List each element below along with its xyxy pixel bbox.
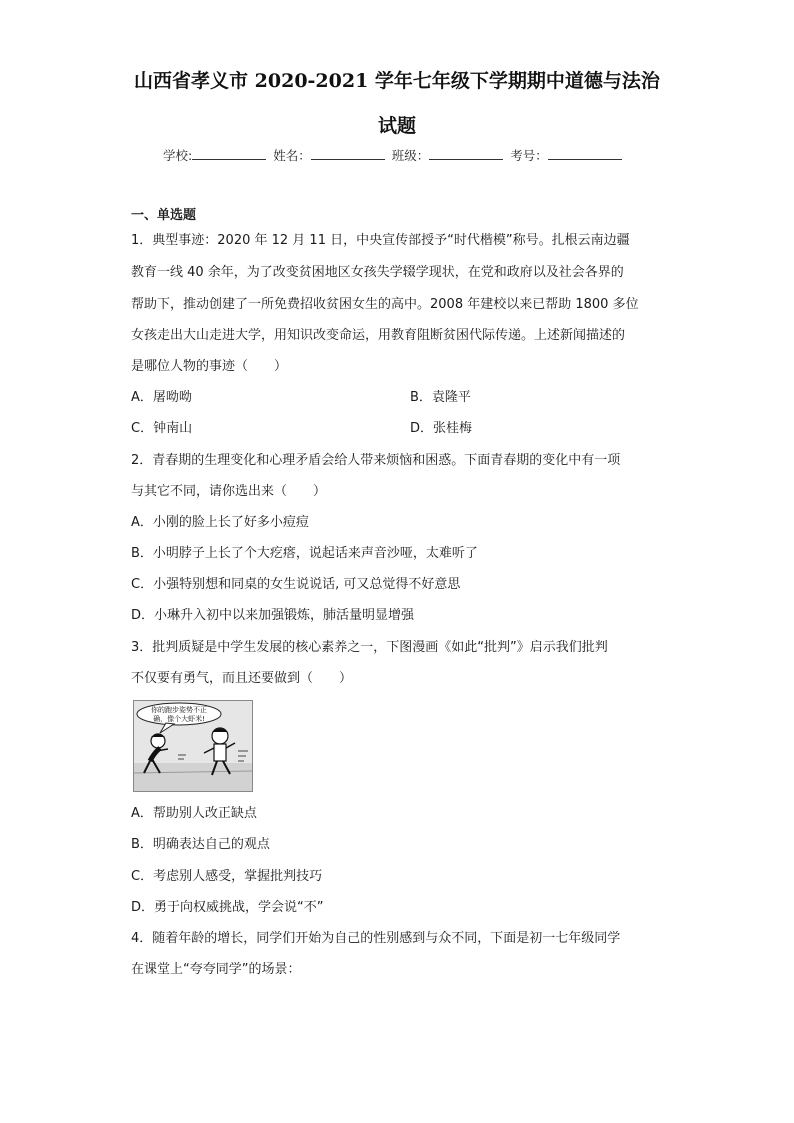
cartoon-illustration (134, 701, 252, 791)
q1-option-c: C．钟南山 (131, 421, 193, 436)
q4-line: 在课堂上“夸夸同学”的场景： (131, 962, 301, 977)
q3-option-a: A．帮助别人改正缺点 (131, 806, 257, 821)
q1-option-a: A．屠呦呦 (131, 390, 192, 405)
q2-line: 2．青春期的生理变化和心理矛盾会给人带来烦恼和困惑。下面青春期的变化中有一项 (131, 453, 621, 468)
q2-option-a: A．小刚的脸上长了好多小痘痘 (131, 515, 309, 530)
number-label: 考号： (510, 148, 548, 163)
q1-option-b: B．袁隆平 (410, 390, 471, 405)
school-label: 学校: (163, 148, 193, 163)
name-label: 姓名： (273, 148, 311, 163)
q1-line: 帮助下，推动创建了一所免费招收贫困女生的高中。2008 年建校以来已帮助 1800 多位 (131, 297, 639, 312)
q3-option-b: B．明确表达自己的观点 (131, 837, 270, 852)
q4-line: 4．随着年龄的增长，同学们开始为自己的性别感到与众不同，下面是初一七年级同学 (131, 931, 621, 946)
bubble-text-line1: 你的跑步姿势不正 (151, 706, 207, 714)
q1-line: 女孩走出大山走进大学，用知识改变命运，用教育阻断贫困代际传递。上述新闻描述的 (131, 328, 626, 343)
class-label: 班级： (391, 148, 430, 163)
q1-line: 是哪位人物的事迹（ ） (131, 359, 288, 374)
q3-option-c: C．考虑别人感受，掌握批判技巧 (131, 869, 323, 884)
bubble-text-line2: 确，像个大虾米! (153, 715, 205, 723)
q2-option-c: C．小强特别想和同桌的女生说说话, 可又总觉得不好意思 (131, 577, 461, 592)
q3-line: 3．批判质疑是中学生发展的核心素养之一，下图漫画《如此“批判”》启示我们批判 (131, 640, 608, 655)
exam-title-line1: 山西省孝义市 2020-2021 学年七年级下学期期中道德与法治 (134, 70, 660, 92)
q2-option-d: D．小琳升入初中以来加强锻炼，肺活量明显增强 (131, 608, 415, 623)
school-blank (192, 147, 266, 160)
q1-line: 教育一线 40 余年，为了改变贫困地区女孩失学辍学现状，在党和政府以及社会各界的 (131, 265, 624, 280)
class-blank (429, 147, 503, 160)
q1-line: 1．典型事迹：2020 年 12 月 11 日，中央宣传部授予“时代楷模”称号。扎根云南边疆 (131, 233, 630, 248)
exam-title-line2: 试题 (377, 115, 416, 137)
cartoon-image (133, 700, 253, 792)
name-blank (311, 147, 385, 160)
q3-line: 不仅要有勇气，而且还要做到（ ） (131, 671, 353, 686)
number-blank (548, 147, 622, 160)
q3-option-d: D．勇于向权威挑战，学会说“不” (131, 900, 324, 915)
q2-line: 与其它不同，请你选出来（ ） (131, 484, 327, 499)
student-info-row (163, 147, 643, 164)
q2-option-b: B．小明脖子上长了个大疙瘩，说起话来声音沙哑，太难听了 (131, 546, 478, 561)
q1-option-d: D．张桂梅 (410, 421, 473, 436)
section-title: 一、单选题 (131, 208, 197, 223)
